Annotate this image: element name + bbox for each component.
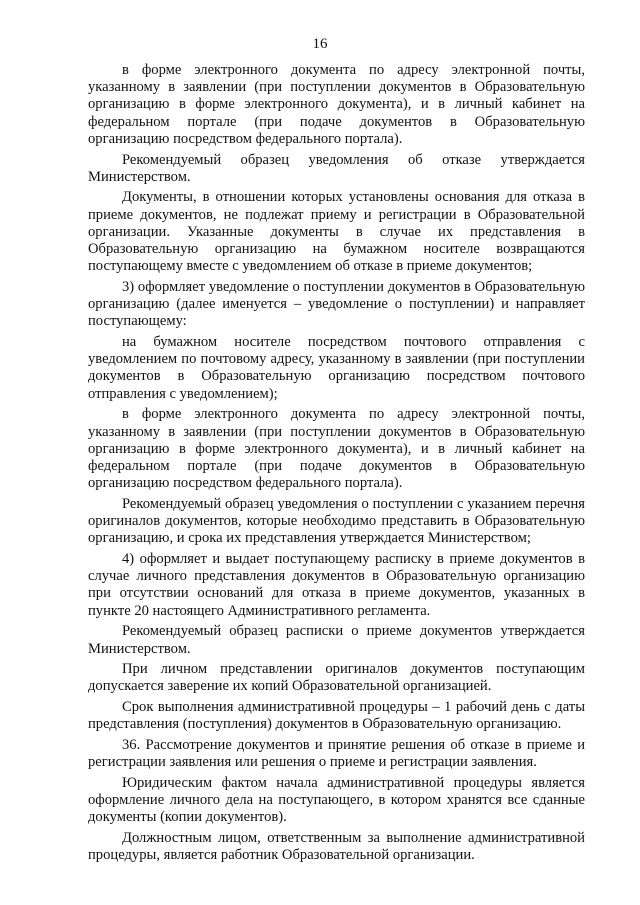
paragraph: на бумажном носителе посредством почтового отправления с уведомлением по почтовому адресу, указанному в заявлении (при поступлении документов в Образовательную организацию посредством почтового отправления с уведомлением);	[88, 334, 585, 402]
paragraph: Рекомендуемый образец уведомления о поступлении с указанием перечня оригиналов документов, которые необходимо представить в Образовательную организацию, и срока их представления утверждается Министерством;	[88, 495, 585, 547]
page-number: 16	[312, 36, 328, 52]
paragraph: Рекомендуемый образец уведомления об отказе утверждается Министерством.	[88, 151, 585, 185]
paragraph: Срок выполнения административной процедуры – 1 рабочий день с даты представления (поступления) документов в Образовательную организацию.	[88, 699, 585, 733]
paragraph: 36. Рассмотрение документов и принятие решения об отказе в приеме и регистрации заявления или решения о приеме и регистрации заявления.	[88, 737, 585, 771]
paragraph: Должностным лицом, ответственным за выполнение административной процедуры, является работник Образовательной организации.	[88, 830, 585, 864]
paragraph: Юридическим фактом начала административной процедуры является оформление личного дела на поступающего, в котором хранятся все сданные документы (копии документов).	[88, 774, 585, 826]
paragraph: Рекомендуемый образец расписки о приеме документов утверждается Министерством.	[88, 623, 585, 657]
paragraph: в форме электронного документа по адресу электронной почты, указанному в заявлении (при поступлении документов в Образовательную организацию в форме электронного документа), и в личный кабинет на федеральном портале (при подаче документов в Образовательную организацию посредством федерального портала).	[88, 62, 585, 147]
document-body	[88, 62, 585, 868]
paragraph: Документы, в отношении которых установлены основания для отказа в приеме документов, не подлежат приему и регистрации в Образовательной организации. Указанные документы в случае их представления в Образовательную организацию на бумажном носителе возвращаются поступающему вместе с уведомлением об отказе в приеме документов;	[88, 189, 585, 275]
paragraph: 3) оформляет уведомление о поступлении документов в Образовательную организацию (далее именуется – уведомление о поступлении) и направляет поступающему:	[88, 278, 585, 330]
paragraph: в форме электронного документа по адресу электронной почты, указанному в заявлении (при поступлении документов в Образовательную организацию в форме электронного документа), и в личный кабинет на федеральном портале (при подаче документов в Образовательную организацию посредством федерального портала).	[88, 406, 585, 492]
paragraph: При личном представлении оригиналов документов поступающим допускается заверение их копий Образовательной организацией.	[88, 661, 585, 695]
paragraph: 4) оформляет и выдает поступающему расписку в приеме документов в случае личного представления документов в Образовательную организацию при отсутствии оснований для отказа в приеме документов, указанных в пункте 20 настоящего Административного регламента.	[88, 550, 585, 619]
